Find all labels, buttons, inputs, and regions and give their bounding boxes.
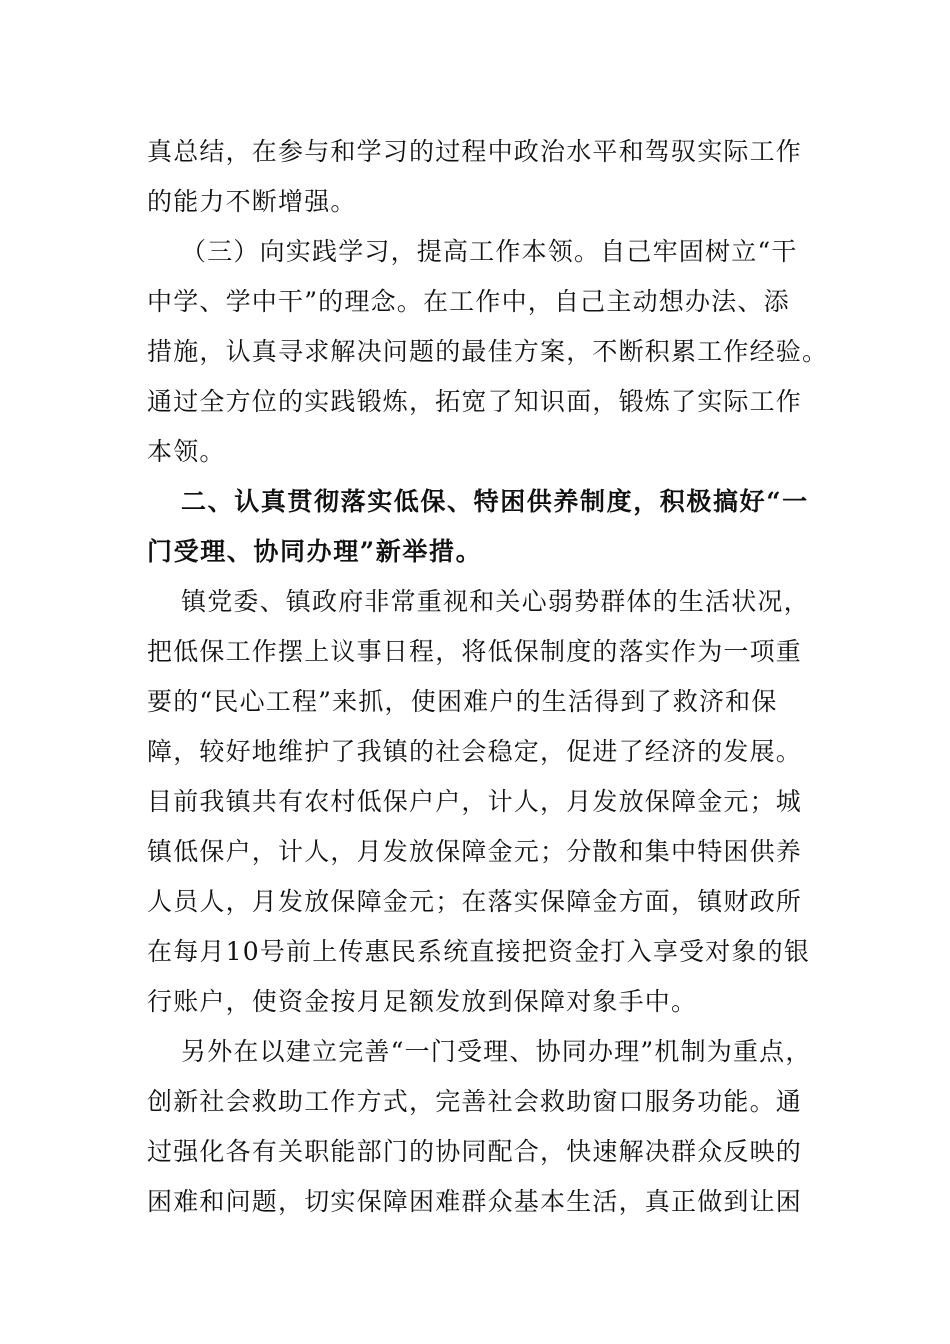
paragraph-line: 中学、学中干”的理念。在工作中，自己主动想办法、添 xyxy=(147,287,790,316)
paragraph-line: 另外在以建立完善“一门受理、协同办理”机制为重点， xyxy=(181,1037,812,1066)
paragraph-line: 真总结，在参与和学习的过程中政治水平和驾驭实际工作 xyxy=(147,137,803,166)
paragraph-line: 过强化各有关职能部门的协同配合，快速解决群众反映的 xyxy=(147,1137,803,1166)
paragraph-line: 要的“民心工程”来抓，使困难户的生活得到了救济和保 xyxy=(147,687,778,716)
paragraph-line: 目前我镇共有农村低保户户，计人，月发放保障金元；城 xyxy=(147,787,803,816)
section-heading: 门受理、协同办理”新举措。 xyxy=(147,537,483,566)
paragraph-line: 通过全方位的实践锻炼，拓宽了知识面，锻炼了实际工作 xyxy=(147,387,803,416)
paragraph-line: 行账户，使资金按月足额发放到保障对象手中。 xyxy=(147,987,698,1016)
paragraph-line: 障，较好地维护了我镇的社会稳定，促进了经济的发展。 xyxy=(147,737,803,766)
paragraph-line: （三）向实践学习，提高工作本领。自己牢固树立“干 xyxy=(181,237,798,266)
paragraph-line: 把低保工作摆上议事日程，将低保制度的落实作为一项重 xyxy=(147,637,803,666)
section-heading: 二、认真贯彻落实低保、特困供养制度，积极搞好“一 xyxy=(181,487,809,516)
paragraph-line: 措施，认真寻求解决问题的最佳方案，不断积累工作经验。 xyxy=(147,337,829,366)
paragraph-line: 的能力不断增强。 xyxy=(147,187,357,216)
paragraph-line: 本领。 xyxy=(147,437,226,466)
paragraph-line: 创新社会救助工作方式，完善社会救助窗口服务功能。通 xyxy=(147,1087,803,1116)
paragraph-line: 在每月10号前上传惠民系统直接把资金打入享受对象的银 xyxy=(147,937,811,966)
paragraph-line: 人员人，月发放保障金元；在落实保障金方面，镇财政所 xyxy=(147,887,803,916)
paragraph-line: 镇低保户，计人，月发放保障金元；分散和集中特困供养 xyxy=(147,837,803,866)
paragraph-line: 困难和问题，切实保障困难群众基本生活，真正做到让困 xyxy=(147,1187,803,1216)
paragraph-line: 镇党委、镇政府非常重视和关心弱势群体的生活状况， xyxy=(181,587,810,616)
